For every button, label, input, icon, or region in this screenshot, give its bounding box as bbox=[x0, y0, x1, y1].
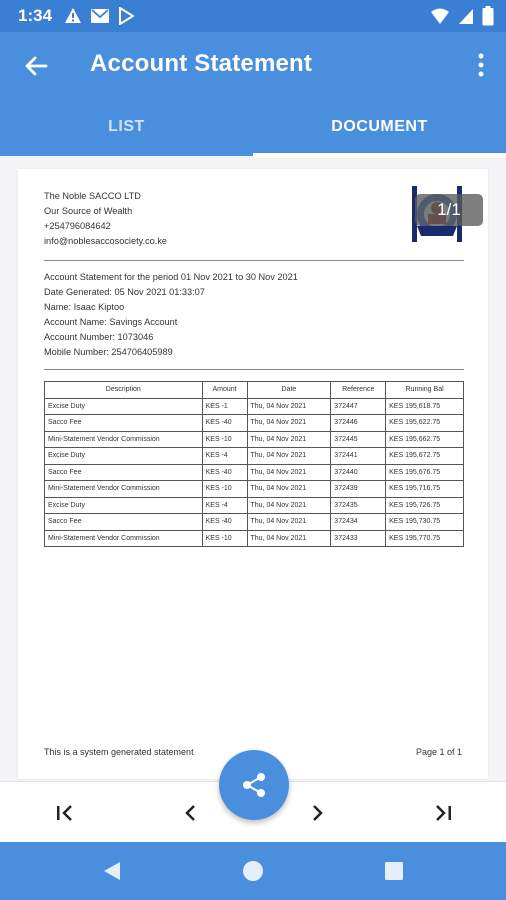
document-viewer[interactable] bbox=[0, 157, 506, 781]
cell-running-bal: KES 195,726.75 bbox=[386, 497, 464, 514]
share-button[interactable] bbox=[219, 750, 289, 820]
tab-bar bbox=[0, 98, 506, 156]
cell-description: Sacco Fee bbox=[45, 514, 203, 531]
cell-running-bal: KES 195,716.75 bbox=[386, 481, 464, 498]
table-row bbox=[45, 530, 464, 547]
company-email: info@noblesaccosociety.co.ke bbox=[44, 236, 168, 246]
warning-icon bbox=[64, 7, 82, 30]
cell-reference: 372447 bbox=[331, 398, 386, 415]
cell-reference: 372434 bbox=[331, 514, 386, 531]
cell-reference: 372446 bbox=[331, 415, 386, 432]
system-home-icon[interactable] bbox=[241, 859, 265, 883]
col-description: Description bbox=[45, 382, 203, 399]
table-row bbox=[45, 514, 464, 531]
cell-date: Thu, 04 Nov 2021 bbox=[247, 514, 331, 531]
status-bar bbox=[0, 0, 506, 32]
col-date: Date bbox=[247, 382, 331, 399]
table-row bbox=[45, 497, 464, 514]
wifi-icon bbox=[430, 7, 450, 30]
cell-amount: KES -4 bbox=[202, 448, 247, 465]
cell-running-bal: KES 195,662.75 bbox=[386, 431, 464, 448]
company-name: The Noble SACCO LTD bbox=[44, 191, 141, 201]
cell-description: Sacco Fee bbox=[45, 415, 203, 432]
cell-date: Thu, 04 Nov 2021 bbox=[247, 415, 331, 432]
system-navigation-bar bbox=[0, 842, 506, 900]
table-row bbox=[45, 464, 464, 481]
divider bbox=[44, 260, 464, 261]
col-amount: Amount bbox=[202, 382, 247, 399]
table-row bbox=[45, 415, 464, 432]
first-page-icon[interactable] bbox=[52, 800, 78, 826]
cell-running-bal: KES 195,676.75 bbox=[386, 464, 464, 481]
cell-reference: 372440 bbox=[331, 464, 386, 481]
cell-reference: 372439 bbox=[331, 481, 386, 498]
cell-running-bal: KES 195,622.75 bbox=[386, 415, 464, 432]
chevron-left-icon[interactable] bbox=[178, 800, 204, 826]
member-name: Name: Isaac Kiptoo bbox=[44, 302, 125, 312]
share-icon bbox=[240, 771, 268, 799]
cell-description: Mini-Statement Vendor Commission bbox=[45, 431, 203, 448]
cell-reference: 372445 bbox=[331, 431, 386, 448]
last-page-icon[interactable] bbox=[430, 800, 456, 826]
cell-amount: KES -10 bbox=[202, 481, 247, 498]
chevron-right-icon[interactable] bbox=[304, 800, 330, 826]
table-header-row bbox=[45, 382, 464, 399]
col-running-bal: Running Bal bbox=[386, 382, 464, 399]
col-reference: Reference bbox=[331, 382, 386, 399]
cell-description: Mini-Statement Vendor Commission bbox=[45, 481, 203, 498]
statement-period: Account Statement for the period 01 Nov 2021 to 30 Nov 2021 bbox=[44, 272, 298, 282]
cell-date: Thu, 04 Nov 2021 bbox=[247, 497, 331, 514]
cell-date: Thu, 04 Nov 2021 bbox=[247, 464, 331, 481]
company-slogan: Our Source of Wealth bbox=[44, 206, 133, 216]
cell-description: Mini-Statement Vendor Commission bbox=[45, 530, 203, 547]
page-number-text: Page 1 of 1 bbox=[415, 747, 462, 757]
mail-icon bbox=[90, 7, 110, 30]
cell-reference: 372433 bbox=[331, 530, 386, 547]
cell-amount: KES -40 bbox=[202, 415, 247, 432]
cell-amount: KES -10 bbox=[202, 530, 247, 547]
cell-date: Thu, 04 Nov 2021 bbox=[247, 431, 331, 448]
cell-date: Thu, 04 Nov 2021 bbox=[247, 530, 331, 547]
cell-date: Thu, 04 Nov 2021 bbox=[247, 481, 331, 498]
cell-description: Excise Duty bbox=[45, 448, 203, 465]
cell-amount: KES -40 bbox=[202, 464, 247, 481]
cell-running-bal: KES 195,618.75 bbox=[386, 398, 464, 415]
cell-running-bal: KES 195,770.75 bbox=[386, 530, 464, 547]
cell-amount: KES -40 bbox=[202, 514, 247, 531]
page-counter-badge: 1/1 bbox=[415, 194, 483, 226]
account-name: Account Name: Savings Account bbox=[44, 317, 178, 327]
cell-amount: KES -1 bbox=[202, 398, 247, 415]
statement-info bbox=[44, 270, 298, 360]
cell-reference: 372435 bbox=[331, 497, 386, 514]
date-generated: Date Generated: 05 Nov 2021 01:33:07 bbox=[44, 287, 205, 297]
cell-description: Excise Duty bbox=[45, 497, 203, 514]
table-row bbox=[45, 481, 464, 498]
account-number: Account Number: 1073046 bbox=[44, 332, 154, 342]
mobile-number: Mobile Number: 254706405989 bbox=[44, 347, 173, 357]
system-back-icon[interactable] bbox=[100, 859, 124, 883]
cell-description: Sacco Fee bbox=[45, 464, 203, 481]
divider bbox=[44, 369, 464, 370]
cell-running-bal: KES 195,672.75 bbox=[386, 448, 464, 465]
company-phone: +254796084642 bbox=[44, 221, 111, 231]
document-page bbox=[18, 169, 488, 779]
tab-document[interactable]: DOCUMENT bbox=[331, 118, 428, 135]
system-recents-icon[interactable] bbox=[382, 859, 406, 883]
cell-amount: KES -4 bbox=[202, 497, 247, 514]
page-title: Account Statement bbox=[90, 50, 313, 77]
more-vertical-icon[interactable] bbox=[476, 52, 486, 78]
battery-icon bbox=[482, 6, 494, 31]
tab-list[interactable]: LIST bbox=[108, 118, 145, 135]
cell-description: Excise Duty bbox=[45, 398, 203, 415]
back-arrow-icon[interactable] bbox=[22, 52, 50, 80]
cell-date: Thu, 04 Nov 2021 bbox=[247, 448, 331, 465]
cell-date: Thu, 04 Nov 2021 bbox=[247, 398, 331, 415]
table-row bbox=[45, 431, 464, 448]
cell-amount: KES -10 bbox=[202, 431, 247, 448]
company-info bbox=[44, 189, 167, 249]
cell-running-bal: KES 195,730.75 bbox=[386, 514, 464, 531]
cell-reference: 372441 bbox=[331, 448, 386, 465]
status-time: 1:34 bbox=[18, 6, 53, 25]
system-generated-note: This is a system generated statement bbox=[44, 747, 194, 757]
app-bar bbox=[0, 32, 506, 98]
table-row bbox=[45, 398, 464, 415]
table-row bbox=[45, 448, 464, 465]
signal-icon bbox=[458, 7, 474, 30]
transactions-table bbox=[44, 381, 464, 547]
play-store-icon bbox=[118, 7, 134, 30]
